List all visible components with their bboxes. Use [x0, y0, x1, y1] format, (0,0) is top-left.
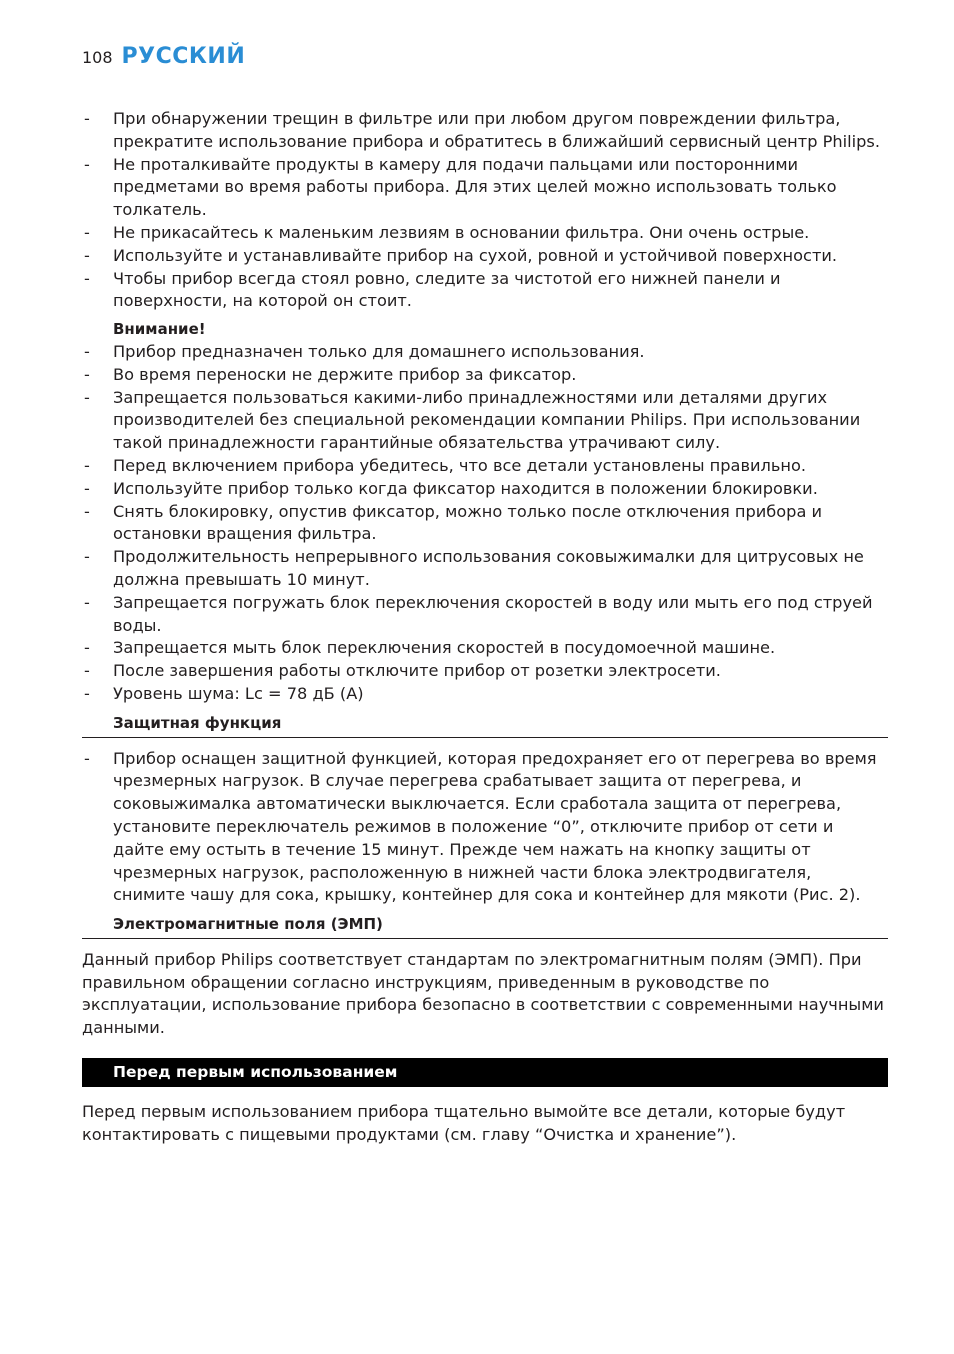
list-item: - Уровень шума: Lc = 78 дБ (A): [82, 683, 888, 706]
list-item: - Не прикасайтесь к маленьким лезвиям в основании фильтра. Они очень острые.: [82, 222, 888, 245]
caution-list: [82, 341, 888, 706]
list-item: - Запрещается мыть блок переключения скоростей в посудомоечной машине.: [82, 637, 888, 660]
language-title: РУССКИЙ: [121, 44, 246, 69]
list-item: - Чтобы прибор всегда стоял ровно, следите за чистотой его нижней панели и поверхности, на которой он стоит.: [82, 268, 888, 314]
list-item: - Во время переноски не держите прибор за фиксатор.: [82, 364, 888, 387]
list-item: - Не проталкивайте продукты в камеру для подачи пальцами или посторонними предметами во время работы прибора. Для этих целей можно использовать только толкатель.: [82, 154, 888, 222]
list-item: - При обнаружении трещин в фильтре или при любом другом повреждении фильтра, прекратите использование прибора и обратитесь в ближайший сервисный центр Philips.: [82, 108, 888, 154]
list-item: - Снять блокировку, опустив фиксатор, можно только после отключения прибора и остановки вращения фильтра.: [82, 501, 888, 547]
list-item: - Прибор предназначен только для домашнего использования.: [82, 341, 888, 364]
list-item: - Продолжительность непрерывного использования соковыжималки для цитрусовых не должна превышать 10 минут.: [82, 546, 888, 592]
caution-heading: Внимание!: [113, 320, 206, 339]
list-item: - После завершения работы отключите прибор от розетки электросети.: [82, 660, 888, 683]
protection-list: [82, 748, 888, 908]
list-item: - Запрещается погружать блок переключения скоростей в воду или мыть его под струей воды.: [82, 592, 888, 638]
emf-text: Данный прибор Philips соответствует стандартам по электромагнитным полям (ЭМП). При правильном обращении согласно инструкциям, приведенным в руководстве по эксплуатации, использование прибора безопасно в соответствии с современными научными данными.: [82, 949, 884, 1038]
list-item: - Используйте и устанавливайте прибор на сухой, ровной и устойчивой поверхности.: [82, 245, 888, 268]
protection-heading: Защитная функция: [82, 712, 888, 738]
list-item: - Запрещается пользоваться какими-либо принадлежностями или деталями других производителей без специальной рекомендации компании Philips. При использовании такой принадлежности гарантийные обязательства утрачивают силу.: [82, 387, 888, 455]
first-use-text: Перед первым использованием прибора тщательно вымойте все детали, которые будут контактировать с пищевыми продуктами (см. главу “Очистка и хранение”).: [82, 1101, 846, 1144]
page-number: 108: [82, 48, 113, 67]
list-item: - Используйте прибор только когда фиксатор находится в положении блокировки.: [82, 478, 888, 501]
page-header: [82, 44, 245, 78]
list-item: - Перед включением прибора убедитесь, что все детали установлены правильно.: [82, 455, 888, 478]
first-use-heading: Перед первым использованием: [82, 1058, 888, 1087]
page-content: [82, 108, 888, 1146]
list-item: - Прибор оснащен защитной функцией, которая предохраняет его от перегрева во время чрезмерных нагрузок. В случае перегрева срабатывает защита от перегрева, и соковыжималка автоматически выключается. Если сработала защита от перегрева, установите переключатель режимов в положение “0”, отключите прибор от сети и дайте ему остыть в течение 15 минут. Прежде чем нажать на кнопку защиты от чрезмерных нагрузок, расположенную в нижней части блока электродвигателя, снимите чашу для сока, крышку, контейнер для сока и контейнер для мякоти (Рис. 2).: [82, 748, 888, 908]
emf-heading: Электромагнитные поля (ЭМП): [82, 913, 888, 939]
safety-list: [82, 108, 888, 313]
